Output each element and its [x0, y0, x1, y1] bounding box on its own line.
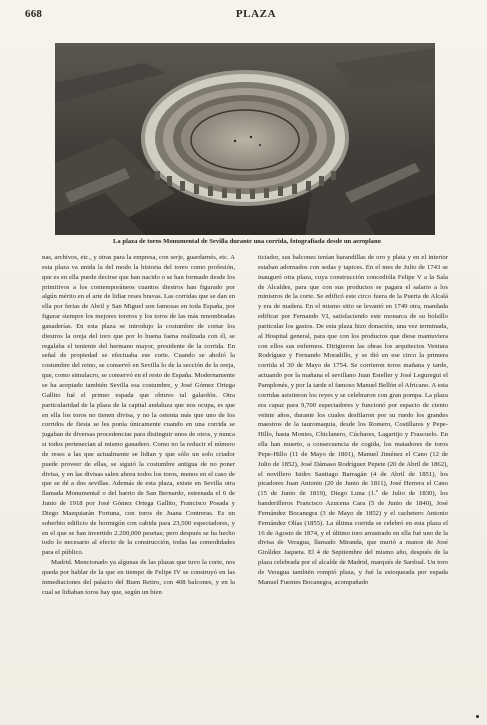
bullring-aerial-image	[55, 43, 435, 235]
running-title: PLAZA	[235, 8, 277, 20]
figure-caption: La plaza de toros Monumental de Sevilla durante una corrida, fotografiada desde un aeroplano	[113, 238, 381, 245]
paragraph: ticiador, sus balcones tenían barandillas de oro y plata y en el interior estaban adornados con sedas y tapices. En el mes de Julio de 1743 se inauguró otra plaza, cuya construcción concedióla Felipe V a la Sala de Alcaldes, para que con sus productos se pagara el salario a los ministros de la corte. Se edificó este circo fuera de la Puerta de Alcalá y era de madera. En el mismo sitio se levantó en 1749 otra, mandada edificar por Fernando VI, satisfaciendo este monarca de su bolsillo particular los gastos. De esta plaza hizo donación, una vez terminada, al Hospital general, para que con los productos que diese mantuviera con ellos sus enfermos. Dirigieron las obras los arquitectos Ventura Rodríguez y Fernando Moradillo, y se dió en ese circo la primera corrida el 30 de Mayo de 1754. Se corrieron toros mañana y tarde, actuando por la mañana el sevillano Juan Esteller y José Leguregui el Pamplonés, y por la tarde el famoso Manuel Bellón el Africano. A esta corridas asistieron los reyes y se celebraron con gran pompa. La plaza era capaz para 9,700 espectadores y funcionó por espacio de ciento veinte años, durante los cuales desfilaron por su ruedo los grandes maestros de la tauromaquia, desde los Romero, Costillares y Pepe-Hillo, hasta Montes, Chiclanero, Cúchares, Lagartijo y Frascuelo. En ella han muerto, a consecuencia de cogida, los matadores de toros Pepe-Hillo (11 de Mayo de 1801), Manuel Jiménez el Cano (12 de Julio de 1852), José Dámaso Rodríguez Pepete (20 de Abril de 1862), el novillero Isidro Santiago Barragán (4 de Abril de 1851), los picadores Juan Antonio (20 de Junio de 1811), José Herrera el Cano (15 de Junio de 1819), Diego Luna (1.º de Julio de 1830), los banderilleros Francisco Azucena Cara (5 de Junio de 1840), José Fernández Bocanegra (3 de Mayo de 1852) y el cachetero Antonio Fernández Olías (1855). La última corrida se celebró en esta plaza el 16 de Agosto de 1874, y el último toro arrastrado en ella fué uno de la divisa de Veragua, llamado Miranda, que murió a manos de José Giráldez Jaqueta. El 4 de Septiembre del mismo año, después de la plaza celebrada por el alcalde de Madrid, marqués de Sardoal. Un toro de Veragua también rompió plaza, y fué la estoqueada por espada Manuel Fuentes Bocanegra, acompañado	[258, 254, 448, 586]
text-column-right	[258, 253, 448, 693]
page-number: 668	[25, 8, 43, 20]
paragraph: Madrid. Mencionado ya algunas de las plazas que tuvo la corte, nos queda por hablar de la que en tiempo de Felipe IV se construyó en las inmediaciones del palacio del Buen Retiro, con 408 balcones, y en la cual se lidiaban toros hay que, según un bien	[42, 559, 235, 596]
paragraph: nas, archivos, etc., y otras para la empresa, con serje, guardarnés, etc. A esta plaza va unida la del modo la historia del toreo como profesión, que es en ella puede decirse que han nacido o se han formado desde los primitivos a los contemporáneos cuantos diestros han figurado por algún mérito en el arte de lidiar reses bravas. Las corridas que se dan en ella por ferias de Abril y San Miguel son famosas en toda España, por figurar siempre los mejores toreros y los toros de las más renombradas ganaderías. En esta plaza se introdujo la costumbre de cortar los diestros la oreja del toro que por lo buena faena realizada con él, se regalaba el teniente del hermano mayor, presidente de la corrida. En señal de propiedad se efectuaba ese corte. Cuando se abolió la costumbre del reino, se conservó en Sevilla lo de la sección de la oreja, que, como simulacro, se conservó en el resto de España. Modernamente se ha aceptado también Sevilla esa costumbre, y José Gómez Ortega Gallito fué el primer espada que obtuvo tal galardón. Otra particularidad de la plaza de la capital andaluza que nos ocupa, es que en ella los toros no tienen divisa, y no la ostenta más que uno de los corridos de fiesta se les ponía únicamente cuando en una corrida se jugaban de diversas procedencias para distinguir unos de otros, y nunca si todos pertenecían al mismo ganadero. Como no la reducir el número de reses a las que actualmente se lidian y que sólo un solo criador puede proveer de ellas, se siguió la costumbre antigua de no poner divisa, y en las divisas salen ahora todos los toros, menos en el caso de que se dé a dos sevillas. Además de esta plaza, existe en Sevilla otra llamada Monumental o del barrio de San Bernardo, estrenada el 6 de Junio de 1918 por José Gómez Ortega Gallito, Francisco Posada y Diego Mazquiarán Fortuna, con toros de Juana Contreras. Es un soberbio edificio de hormigón con cabida para 23,500 espectadores, y en el que se han invertido 2.200,000 pesetas; pero después se ha hecho todo lo necesario al efecto de la construcción, todas las comodidades para el público.	[42, 254, 235, 557]
text-column-left	[42, 253, 235, 693]
page-mark	[476, 715, 479, 718]
bullring-aerial-photo	[55, 43, 435, 235]
